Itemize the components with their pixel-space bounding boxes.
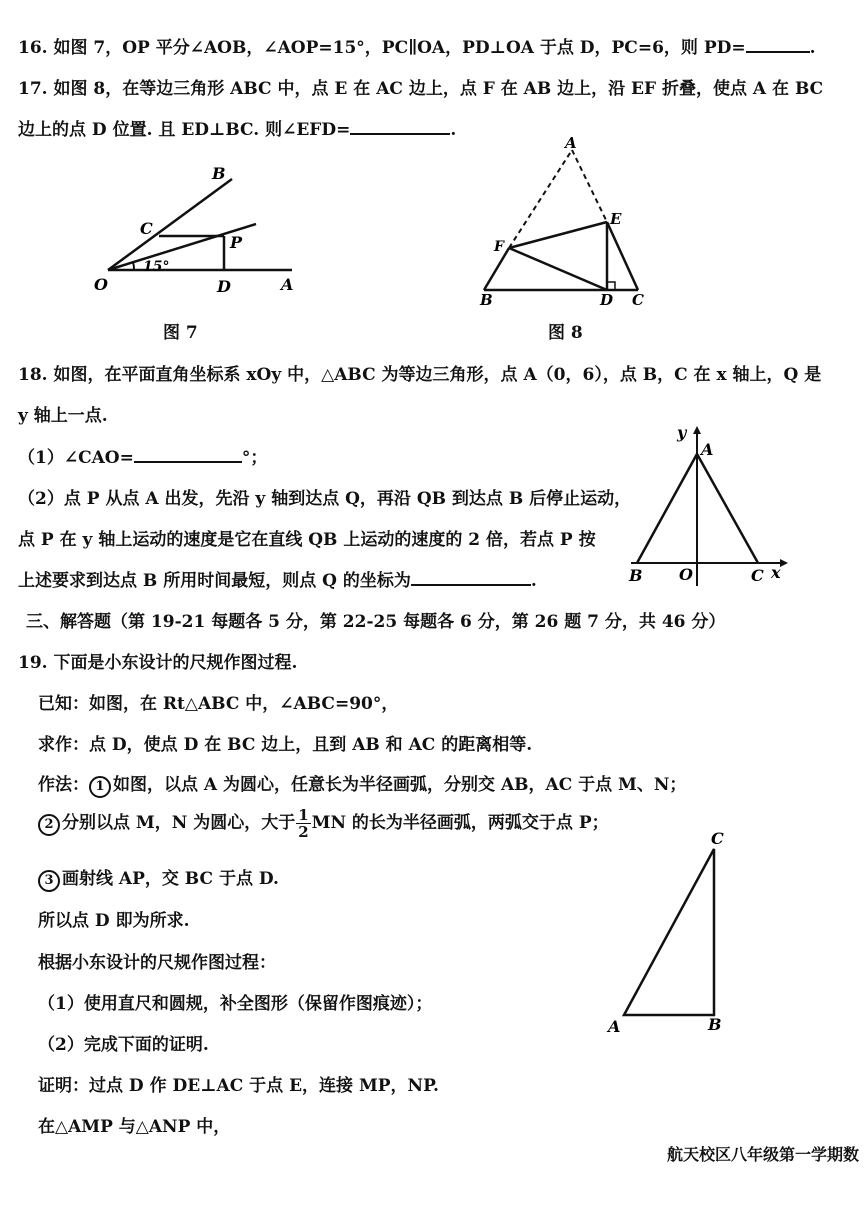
label-x: x <box>771 563 781 582</box>
label-a: A <box>701 440 714 459</box>
q19-step2-post: MN 的长为半径画弧，两弧交于点 P； <box>311 813 609 833</box>
label-a: A <box>281 275 294 294</box>
label-c: C <box>632 291 644 309</box>
q18-p1-text: （1）∠CAO= <box>18 448 134 468</box>
x-axis-arrow <box>780 559 788 567</box>
label-c: C <box>711 829 724 848</box>
figure-18 <box>615 418 795 588</box>
question-18-part1 <box>18 443 267 468</box>
triangle-abc <box>624 849 714 1015</box>
y-axis-arrow <box>693 426 701 434</box>
step-number-1: 1 <box>89 776 111 798</box>
section-3-heading: 三、解答题（第 19-21 每题各 5 分，第 22-25 每题各 6 分，第 26 题 7 分，共 46 分） <box>26 612 726 632</box>
label-f: F <box>494 239 504 255</box>
question-18-part2-line3 <box>18 566 537 591</box>
label-c: C <box>751 566 764 585</box>
figure-19 <box>600 825 740 1045</box>
q18-p1-blank[interactable] <box>134 447 242 463</box>
figure-8 <box>470 132 660 312</box>
label-o: O <box>679 565 693 584</box>
question-17-line2 <box>18 115 456 140</box>
q18-p2-text: 上述要求到达点 B 所用时间最短，则点 Q 的坐标为 <box>18 571 411 591</box>
q19-in-triangles: 在△AMP 与△ANP 中， <box>38 1117 231 1137</box>
q19-step2-pre: 分别以点 M，N 为圆心，大于 <box>62 813 296 833</box>
fraction-numerator: 1 <box>298 806 309 824</box>
figure-7 <box>0 150 320 310</box>
question-17-line1: 17. 如图 8，在等边三角形 ABC 中，点 E 在 AC 边上，点 F 在 AB 边上，沿 EF 折叠，使点 A 在 BC <box>18 79 824 99</box>
q19-step1 <box>38 770 686 798</box>
label-p: P <box>230 233 243 252</box>
question-18-line1: 18. 如图，在平面直角坐标系 xOy 中，△ABC 为等边三角形，点 A（0，6），点 B，C 在 x 轴上，Q 是 <box>18 365 822 385</box>
q19-step2 <box>38 807 609 840</box>
fraction-one-half <box>296 807 310 840</box>
label-b: B <box>629 566 643 585</box>
q16-answer-blank[interactable] <box>746 37 810 53</box>
q19-proof: 证明：过点 D 作 DE⊥AC 于点 E，连接 MP，NP. <box>38 1076 439 1096</box>
label-angle: 15° <box>143 259 170 275</box>
q17-end: . <box>450 120 457 140</box>
q17-text: 边上的点 D 位置. 且 ED⊥BC. 则∠EFD= <box>18 120 351 140</box>
q19-known: 已知：如图，在 Rt△ABC 中，∠ABC=90°， <box>38 694 399 714</box>
q19-conclude: 所以点 D 即为所求. <box>38 911 190 931</box>
figure-7-caption: 图 7 <box>163 323 198 343</box>
question-18-line2: y 轴上一点. <box>18 406 108 426</box>
footer-school-label: 航天校区八年级第一学期数 <box>666 1145 859 1164</box>
q18-p2-end: . <box>530 571 537 591</box>
angle-arc <box>133 262 134 270</box>
q18-p1-end: °； <box>241 448 268 468</box>
label-a: A <box>565 134 577 152</box>
q19-according: 根据小东设计的尺规作图过程： <box>38 953 276 973</box>
q19-step3-text: 画射线 AP，交 BC 于点 D. <box>62 869 279 889</box>
q19-step3 <box>38 864 279 892</box>
label-a: A <box>608 1017 621 1036</box>
label-y: y <box>677 423 687 442</box>
step-number-2: 2 <box>38 814 60 836</box>
q19-part1: （1）使用直尺和圆规，补全图形（保留作图痕迹）； <box>38 994 433 1014</box>
q19-part2: （2）完成下面的证明. <box>38 1035 209 1055</box>
label-e: E <box>610 210 622 228</box>
q17-answer-blank[interactable] <box>350 119 450 135</box>
fraction-denominator: 2 <box>298 823 309 841</box>
question-19-title: 19. 下面是小东设计的尺规作图过程. <box>18 653 298 673</box>
q18-p2-blank[interactable] <box>411 570 531 586</box>
q19-step1-text: 如图，以点 A 为圆心，任意长为半径画弧，分别交 AB，AC 于点 M、N； <box>113 775 687 795</box>
segment-fe <box>509 222 607 248</box>
step-number-3: 3 <box>38 870 60 892</box>
q16-text: 16. 如图 7，OP 平分∠AOB，∠AOP=15°，PC∥OA，PD⊥OA 于点 D，PC=6，则 PD= <box>18 38 746 58</box>
label-b: B <box>708 1015 722 1034</box>
label-c: C <box>140 219 153 238</box>
figure-8-caption: 图 8 <box>548 323 583 343</box>
label-b: B <box>212 164 226 183</box>
question-18-part2-line1: （2）点 P 从点 A 出发，先沿 y 轴到达点 Q，再沿 QB 到达点 B 后停止运动， <box>18 489 632 509</box>
q19-method-prefix: 作法： <box>38 775 89 795</box>
segment-fd <box>509 248 607 290</box>
label-d: D <box>217 277 231 296</box>
q19-find: 求作：点 D，使点 D 在 BC 边上，且到 AB 和 AC 的距离相等. <box>38 735 533 755</box>
label-d: D <box>600 291 614 309</box>
dash-ae <box>572 150 607 222</box>
question-18-part2-line2: 点 P 在 y 轴上运动的速度是它在直线 QB 上运动的速度的 2 倍，若点 P 按 <box>18 530 596 550</box>
ray-ob <box>108 179 232 270</box>
q16-end: . <box>809 38 816 58</box>
question-16 <box>18 33 816 58</box>
label-b: B <box>480 291 493 309</box>
label-o: O <box>94 275 108 294</box>
segment-ec <box>607 222 638 290</box>
